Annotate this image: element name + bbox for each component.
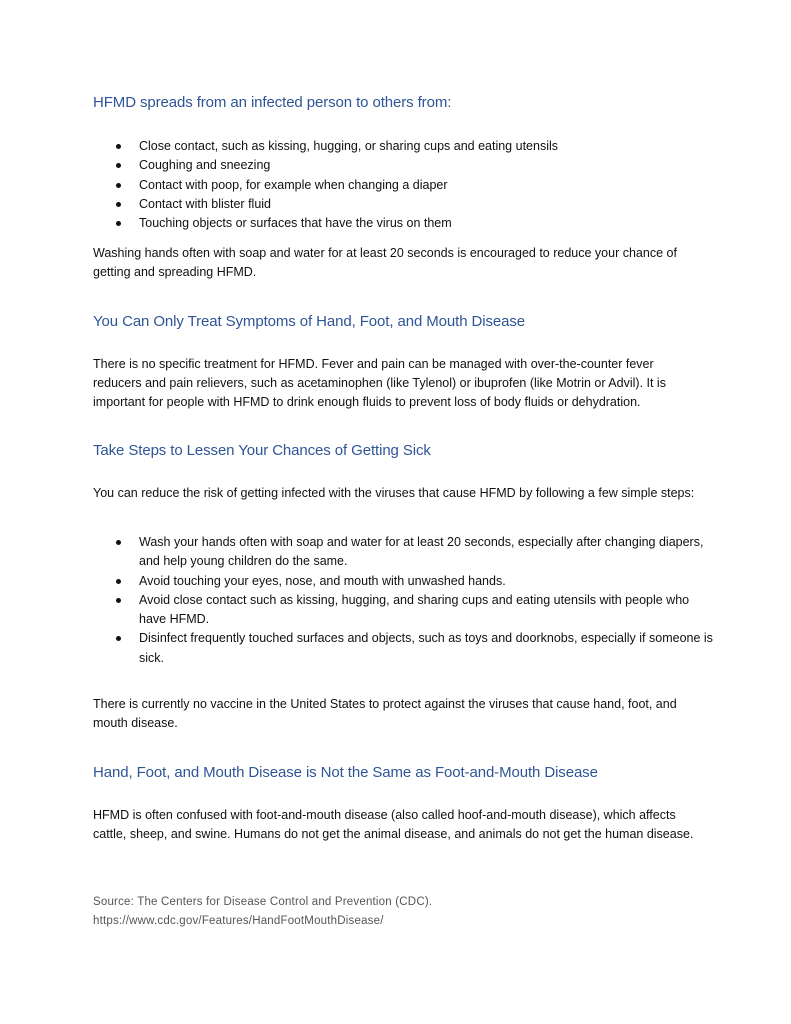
- list-item: Avoid touching your eyes, nose, and mouth with unwashed hands.: [93, 572, 713, 591]
- section-heading-spread: HFMD spreads from an infected person to others from:: [93, 94, 452, 111]
- section-heading-treatment: You Can Only Treat Symptoms of Hand, Foot, and Mouth Disease: [93, 313, 526, 330]
- list-item: Wash your hands often with soap and water for at least 20 seconds, especially after changing diapers, and help young children do the same.: [93, 533, 713, 572]
- handwashing-paragraph: Washing hands often with soap and water for at least 20 seconds is encouraged to reduce your chance of getting and spreading HFMD.: [93, 246, 677, 279]
- source-url[interactable]: https://www.cdc.gov/Features/HandFootMouthDisease/: [93, 915, 384, 927]
- vaccine-paragraph: There is currently no vaccine in the United States to protect against the viruses that cause hand, foot, and mouth disease.: [93, 697, 677, 730]
- list-item: Avoid close contact such as kissing, hugging, and sharing cups and eating utensils with people who have HFMD.: [93, 591, 713, 630]
- section-heading-prevention: Take Steps to Lessen Your Chances of Getting Sick: [93, 442, 431, 459]
- spread-bullet-list: [93, 137, 713, 233]
- list-item: Contact with poop, for example when changing a diaper: [93, 176, 713, 195]
- list-item: Coughing and sneezing: [93, 156, 713, 175]
- distinction-paragraph: HFMD is often confused with foot-and-mouth disease (also called hoof-and-mouth disease), which affects cattle, sheep, and swine. Humans do not get the animal disease, and animals do not get the human disease.: [93, 808, 694, 841]
- prevention-intro-paragraph: You can reduce the risk of getting infected with the viruses that cause HFMD by following a few simple steps:: [93, 486, 695, 500]
- list-item: Touching objects or surfaces that have the virus on them: [93, 214, 713, 233]
- source-citation: Source: The Centers for Disease Control and Prevention (CDC).: [93, 896, 433, 908]
- prevention-bullet-list: [93, 533, 713, 668]
- list-item: Disinfect frequently touched surfaces and objects, such as toys and doorknobs, especially if someone is sick.: [93, 629, 713, 668]
- section-heading-distinction: Hand, Foot, and Mouth Disease is Not the Same as Foot-and-Mouth Disease: [93, 764, 598, 781]
- list-item: Contact with blister fluid: [93, 195, 713, 214]
- treatment-paragraph: There is no specific treatment for HFMD. Fever and pain can be managed with over-the-counter fever reducers and pain relievers, such as acetaminophen (like Tylenol) or ibuprofen (like Motrin or Advil). It is important for people with HFMD to drink enough fluids to prevent loss of body fluids or dehydration.: [93, 357, 666, 409]
- list-item: Close contact, such as kissing, hugging, or sharing cups and eating utensils: [93, 137, 713, 156]
